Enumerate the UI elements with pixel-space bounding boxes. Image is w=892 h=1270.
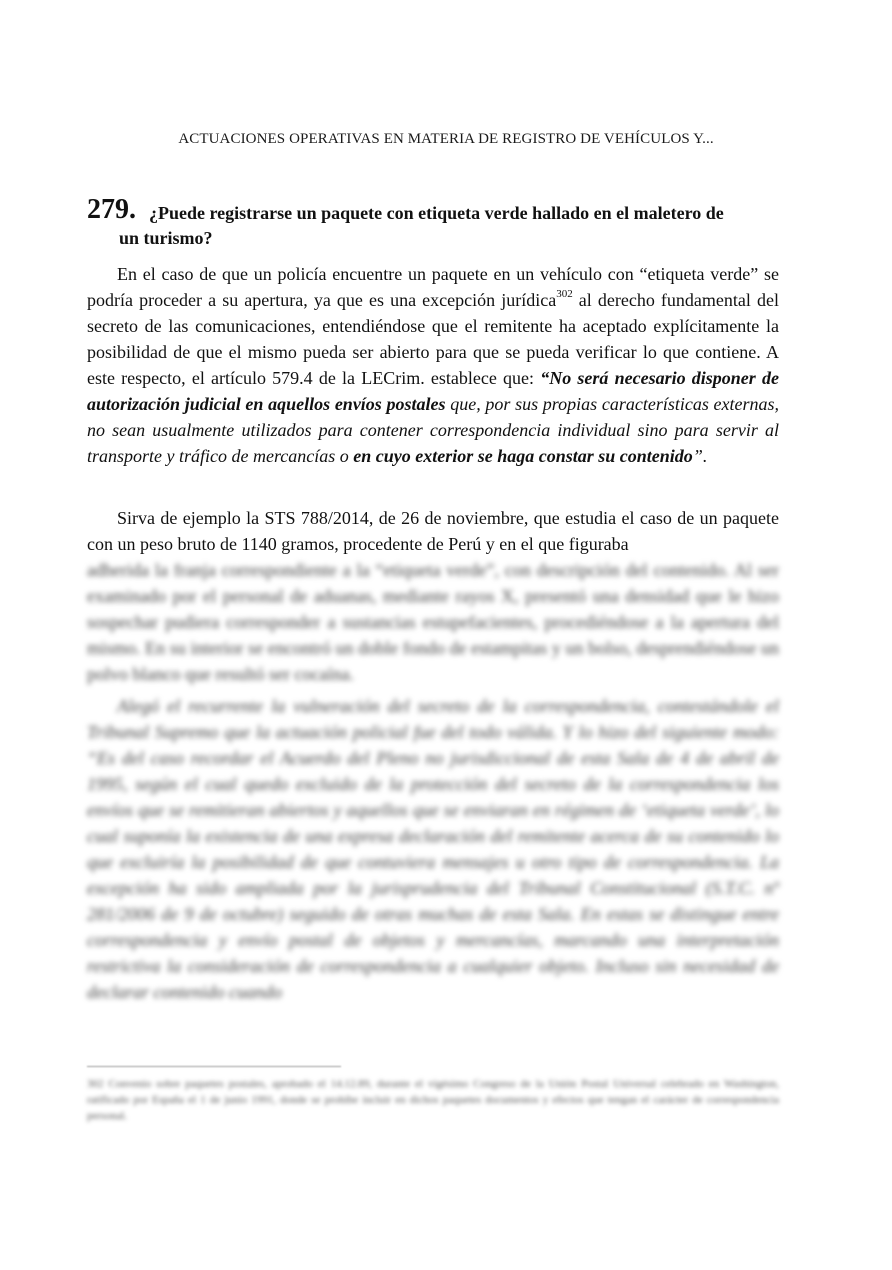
paragraph-1 [87,261,779,469]
paragraph-1-text-a: En el caso de que un policía encuentre un paquete en un vehículo con “etiqueta verde” se podría proceder a su apertura, ya que es una excepción jurídica [87,264,779,310]
question-title-line1: ¿Puede registrarse un paquete con etiqueta verde hallado en el maletero de [149,203,724,223]
blurred-paragraph-4 [87,693,779,1005]
question-title [119,201,781,251]
footnote-reference[interactable]: 302 [556,288,573,300]
footnote: 302 Convenio sobre paquetes postales, aprobado el 14.12.89, durante el vigésimo Congreso de la Unión Postal Universal celebrado en Washington, ratificado por España el 1 de junio 1991, donde se prohíbe incluir en dichos paquetes documentos y efectos que tengan el carácter de correspondencia personal. [87,1078,779,1122]
quote-end: ”. [692,446,708,466]
blurred-paragraph-3: adherida la franja correspondiente a la “etiqueta verde”, con descripción del contenido. Al ser examinado por el personal de aduanas, mediante rayos X, presentó una densidad que le hizo sospechar pudiera corresponder a sustancias estupefacientes, procediéndose a la apertura del mismo. En su interior se encontró un doble fondo de estampitas y un bolso, desprendiéndose un polvo blanco que resultó ser cocaína. [87,560,779,684]
quote-bold-1: “No será necesario disponer de autorización judicial en aquellos envíos postales [87,368,779,414]
running-header: ACTUACIONES OPERATIVAS EN MATERIA DE REGISTRO DE VEHÍCULOS Y... [178,131,714,147]
footnote-divider [87,1066,341,1067]
paragraph-2 [87,505,779,557]
blurred-paragraph-4-text: Alegó el recurrente la vulneración del secreto de la correspondencia, contestándole el Tribunal Supremo que la actuación policial fue del todo válida. Y lo hizo del siguiente modo: “Es del caso recordar el Acuerdo del Pleno no jurisdiccional de esta Sala de 4 de abril de 1995, según el cual quedo excluido de la protección del secreto de la correspondencia los envíos que se remitieran abiertos y aquellos que se enviaran en régimen de ‘etiqueta verde’, lo cual suponía la existencia de una expresa declaración del remitente acerca de su contenido lo que excluiría la posibilidad de que contuviera mensajes u otro tipo de correspondencia. La excepción ha sido ampliada por la jurisprudencia del Tribunal Constitucional (S.T.C. nº 281/2006 de 9 de octubre) seguido de otras muchas de esta Sala. En estas se distingue entre correspondencia y envío postal de objetos y mercancías, marcando una interpretación restrictiva la consideración de correspondencia a cualquier objeto. Incluso sin necesidad de declarar contenido cuando [87,696,779,1002]
question-title-line2: un turismo? [119,228,213,248]
paragraph-1-text-b: al derecho fundamental del secreto de las comunicaciones, entendiéndose que el remitente ha aceptado explícitamente la posibilidad de que el mismo pueda ser abierto para que se pueda verificar lo que contiene. A este respecto, el artículo 579.4 de la LECrim. establece que: [87,290,779,388]
paragraph-2-text: Sirva de ejemplo la STS 788/2014, de 26 de noviembre, que estudia el caso de un paquete con un peso bruto de 1140 gramos, procedente de Perú y en el que figuraba [87,508,779,554]
quote-bold-2: en cuyo exterior se haga constar su contenido [353,446,693,466]
question-number: 279. [87,194,136,225]
quote-italic: que, por sus propias características externas, no sean usualmente utilizados para contener correspondencia individual sino para servir al transporte y tráfico de mercancías o [87,394,779,466]
